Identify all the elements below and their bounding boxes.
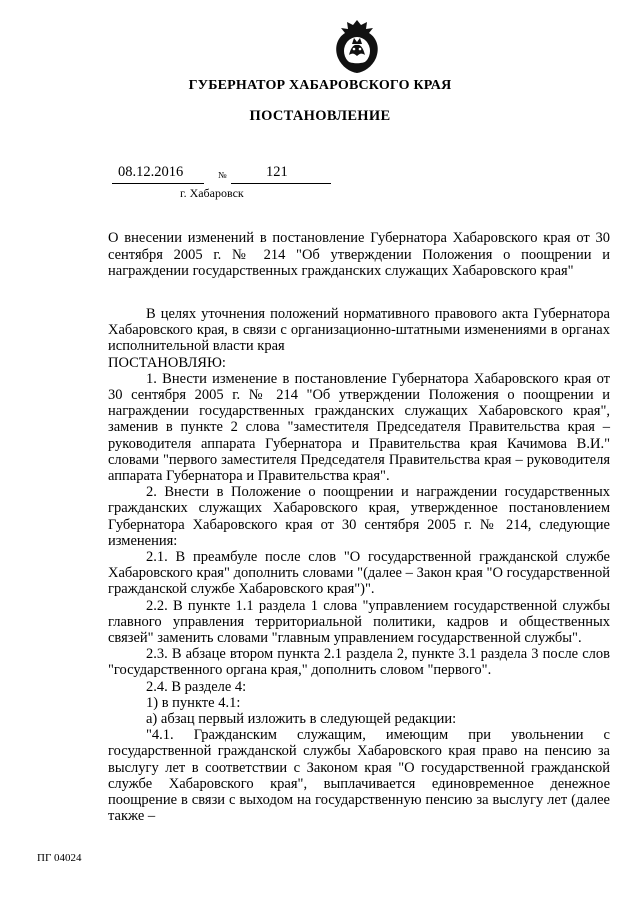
clause-2-4-1-a: а) абзац первый изложить в следующей редакции: <box>146 711 457 728</box>
organization-title: ГУБЕРНАТОР ХАБАРОВСКОГО КРАЯ <box>188 78 452 93</box>
preamble-paragraph: В целях уточнения положений нормативного правового акта Губернатора Хабаровского края, в связи с организационно-штатными изменениями в органах исполнительной власти края <box>108 306 610 355</box>
resolve-heading: ПОСТАНОВЛЯЮ: <box>108 354 226 371</box>
document-date: 08.12.2016 <box>118 164 184 180</box>
date-underline <box>112 183 204 184</box>
clause-2-4: 2.4. В разделе 4: <box>146 678 247 695</box>
number-underline <box>231 183 331 184</box>
clause-2-1: 2.1. В преамбуле после слов "О государственной гражданской службе Хабаровского края" дополнить словами "(далее – Закон края "О государственной гражданской службе Хабаровского края")". <box>108 549 610 598</box>
clause-1: 1. Внести изменение в постановление Губернатора Хабаровского края от 30 сентября 2005 г. № 214 "Об утверждении Положения о поощрении и награждении государственных гражданских служащих Хабаровского края", заменив в пункте 2 слова "заместителя Председателя Правительства края – руководителя аппарата Губернатора и Правительства края Качимова В.И." словами "первого заместителя Председателя Правительства края – руководителя аппарата Губернатора и Правительства края". <box>108 370 610 485</box>
clause-4-1-quote: "4.1. Гражданским служащим, имеющим при увольнении с государственной гражданской службы Хабаровского края право на пенсию за выслугу лет в соответствии с Законом края "О государственной гражданской службе Хабаровского края", выплачивается единовременное денежное поощрение в связи с выходом на государственную пенсию за выслугу лет (далее также – <box>108 727 610 825</box>
clause-2-2: 2.2. В пункте 1.1 раздела 1 слова "управлением государственной службы главного управления территориальной политики, кадров и общественных связей" заменить словами "главным управлением государственной службы". <box>108 597 610 647</box>
document-subject: О внесении изменений в постановление Губернатора Хабаровского края от 30 сентября 2005 г. № 214 "Об утверждении Положения о поощрении и награждении государственных гражданских служащих Хабаровского края" <box>108 230 610 279</box>
document-type-title: ПОСТАНОВЛЕНИЕ <box>249 108 391 124</box>
number-sign: № <box>218 170 227 180</box>
coat-of-arms-icon <box>332 18 382 74</box>
document-city: г. Хабаровск <box>180 186 244 200</box>
clause-2: 2. Внести в Положение о поощрении и награждении государственных гражданских служащих Хабаровского края, утвержденное постановлением Губернатора Хабаровского края от 30 сентября 2005 г. № 214, следующие изменения: <box>108 484 610 549</box>
clause-2-4-1: 1) в пункте 4.1: <box>146 694 241 711</box>
footer-form-code: ПГ 04024 <box>37 852 82 864</box>
document-number: 121 <box>266 164 288 180</box>
document-body <box>108 306 610 825</box>
clause-2-3: 2.3. В абзаце втором пункта 2.1 раздела 2, пункте 3.1 раздела 3 после слов "государственного органа края," дополнить словом "первого". <box>108 646 610 679</box>
